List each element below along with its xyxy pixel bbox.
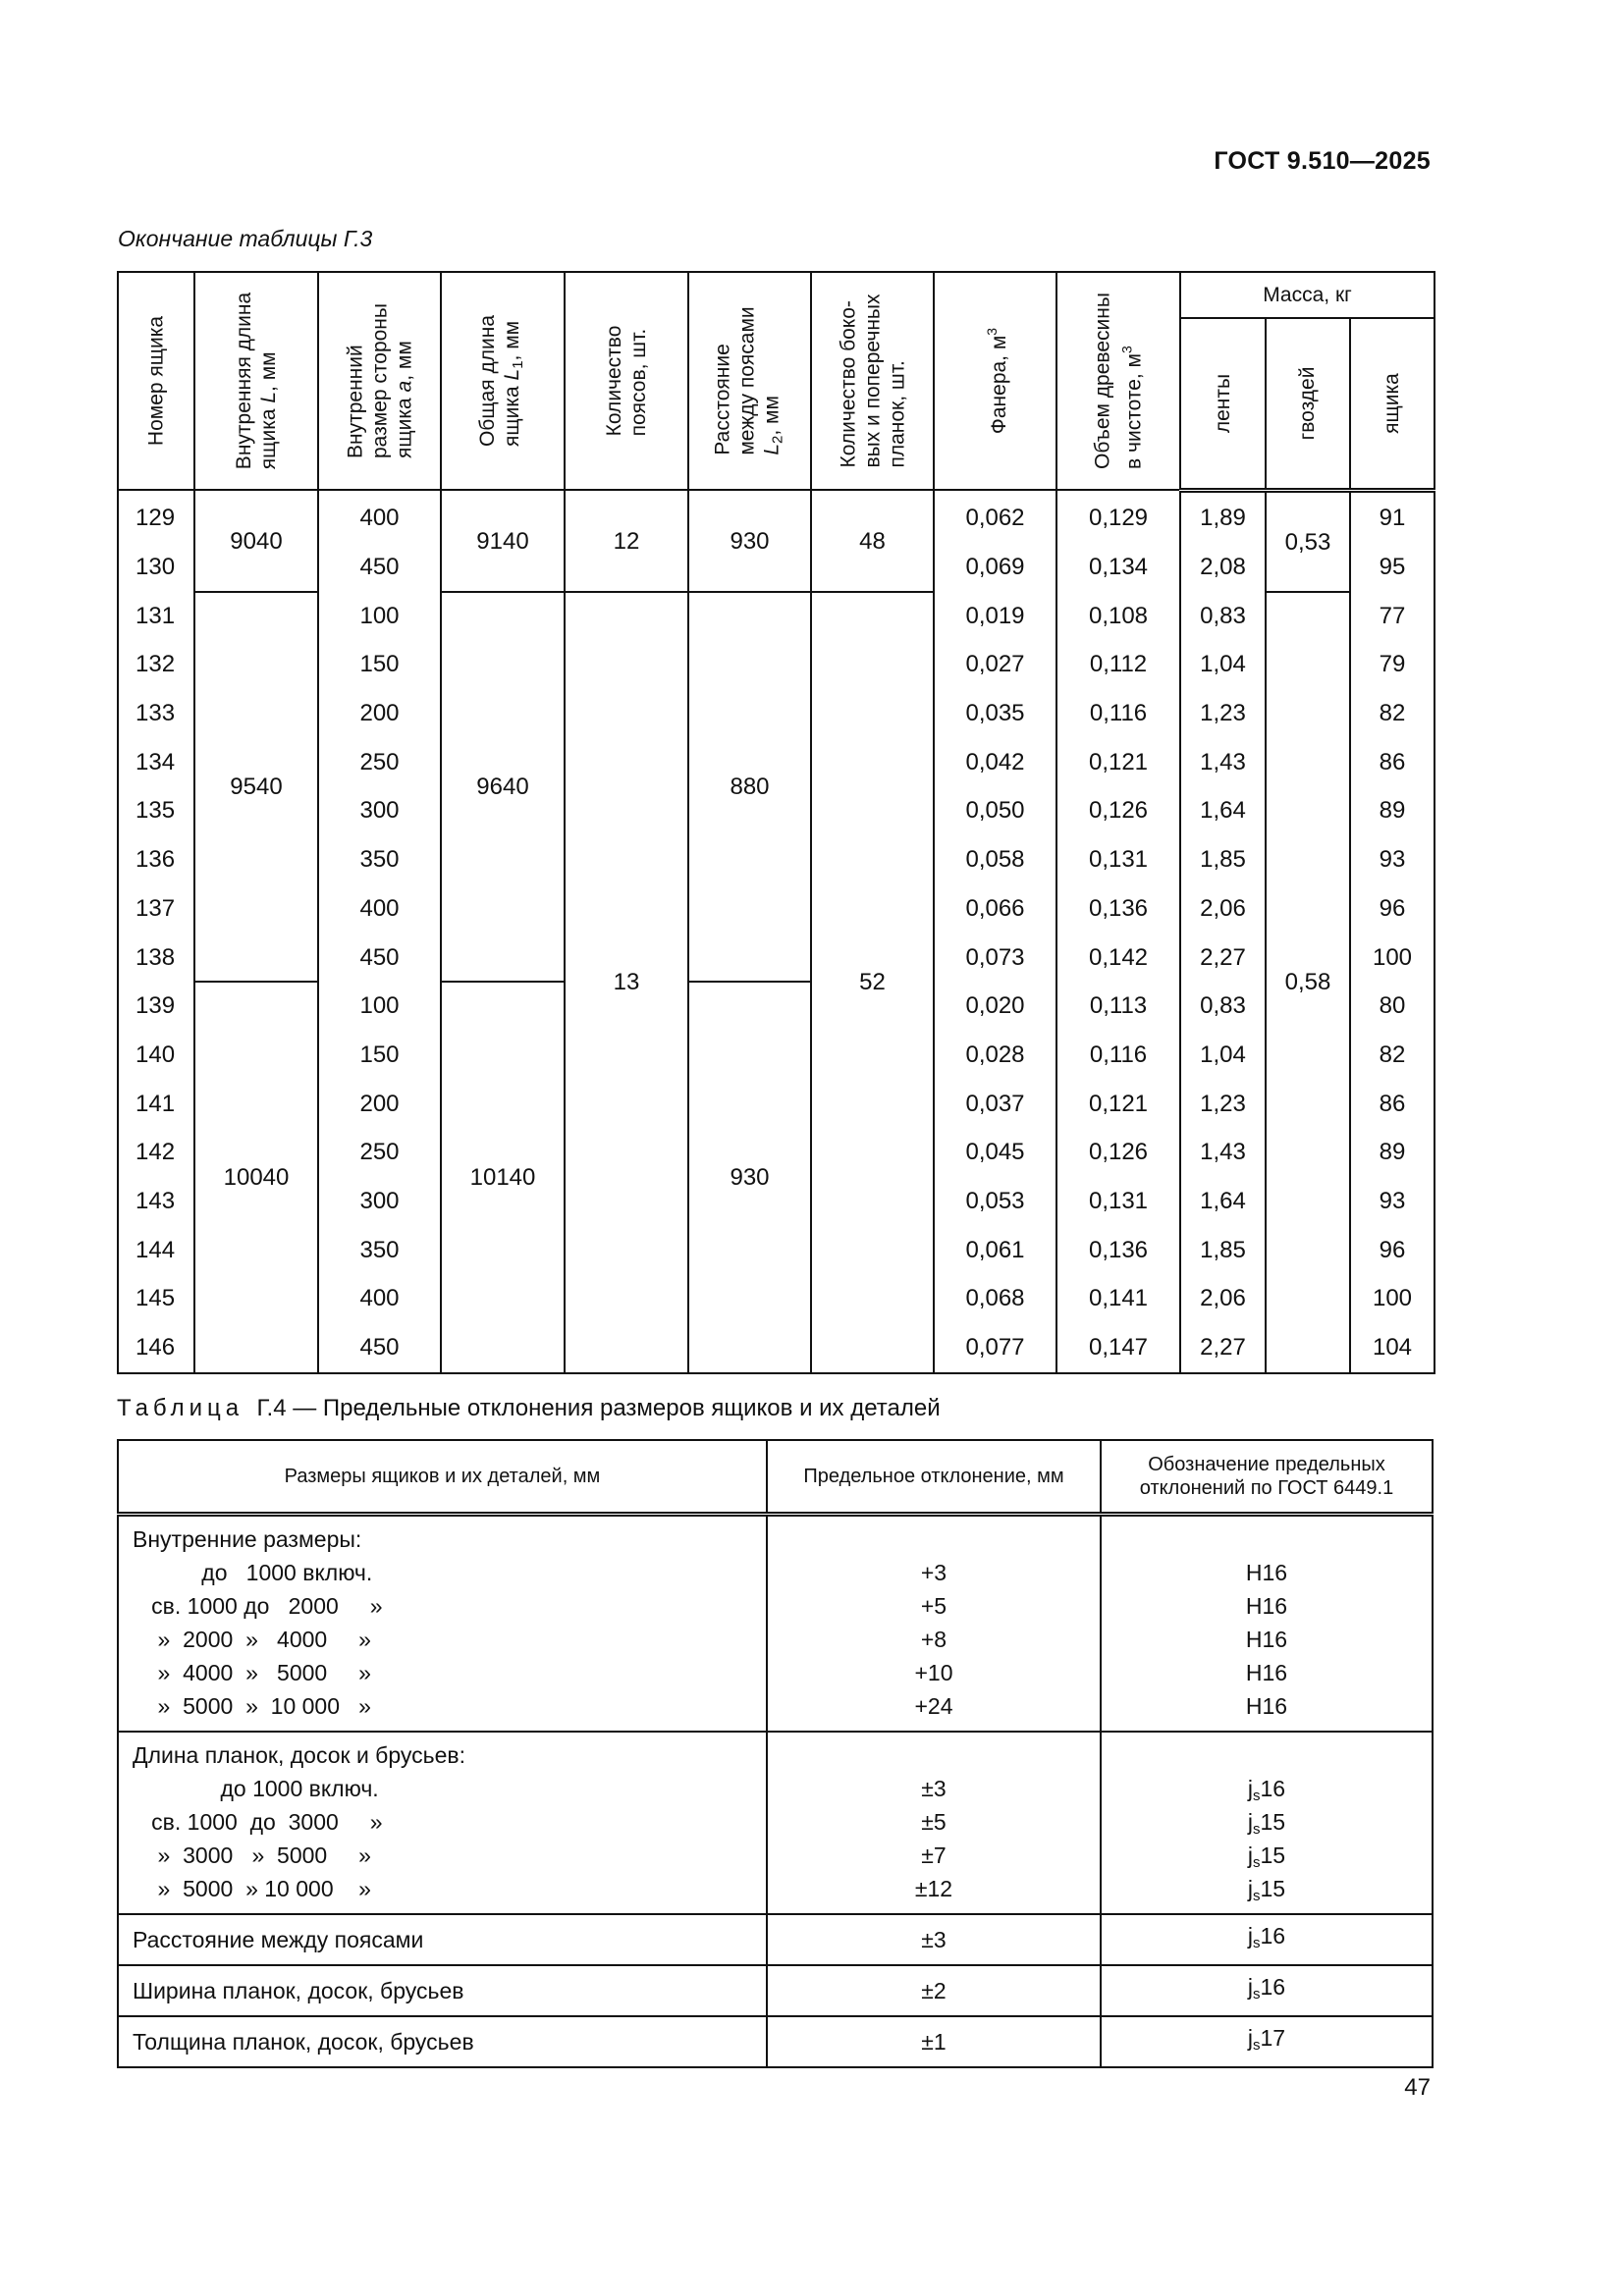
- cell-belt-distance: 930: [688, 982, 811, 1373]
- cell-tape-mass: 1,85: [1180, 835, 1266, 884]
- table-row-lengths: [118, 1732, 1433, 1914]
- deviation-value: +3: [920, 1560, 947, 1585]
- table-g4: [117, 1439, 1434, 2068]
- cell-wood-volume: 0,141: [1056, 1275, 1180, 1324]
- cell-box-number: 137: [118, 884, 194, 934]
- cell-planks-count: 52: [811, 592, 934, 1373]
- cell-tape-mass: 1,64: [1180, 1177, 1266, 1226]
- cell-tape-mass: 1,64: [1180, 787, 1266, 836]
- cell-tape-mass: 1,04: [1180, 641, 1266, 690]
- header-inner-length: Внутренняя длина ящика L, мм: [194, 272, 318, 490]
- cell-inner-side: 150: [318, 1031, 441, 1080]
- cell-box-number: 140: [118, 1031, 194, 1080]
- cell-total-length: 10140: [441, 982, 565, 1373]
- designation-value: $j_s16$: [1247, 1776, 1286, 1804]
- header-total-length: Общая длина ящика $L_1$, мм: [441, 272, 565, 490]
- cell-plywood: 0,028: [934, 1031, 1056, 1080]
- cell-box-mass: 89: [1350, 787, 1435, 836]
- cell-wood-volume: 0,121: [1056, 1080, 1180, 1129]
- header-plywood: Фанера, $м^3$: [934, 272, 1056, 490]
- cell-inner-side: 250: [318, 1128, 441, 1177]
- cell-wood-volume: 0,131: [1056, 835, 1180, 884]
- cell-deviation: ±3: [767, 1914, 1101, 1965]
- cell-tape-mass: 2,06: [1180, 1275, 1266, 1324]
- deviation-value: +8: [920, 1627, 947, 1652]
- cell-inner-side: 350: [318, 1226, 441, 1275]
- header-mass: Масса, кг: [1180, 272, 1435, 318]
- designation-value: H16: [1245, 1593, 1288, 1619]
- cell-designation: $j_s16$: [1101, 1914, 1433, 1965]
- cell-box-number: 133: [118, 689, 194, 738]
- designation-value: $j_s15$: [1247, 1876, 1286, 1904]
- cell-tape-mass: 1,04: [1180, 1031, 1266, 1080]
- cell-box-number: 141: [118, 1080, 194, 1129]
- cell-belt-distance: 880: [688, 592, 811, 983]
- table-g4-caption-text: Г.4 — Предельные отклонения размеров ящиков и их деталей: [256, 1395, 941, 1421]
- cell-box-number: 144: [118, 1226, 194, 1275]
- header-belt-distance: Расстояние между поясами $L_2$, мм: [688, 272, 811, 490]
- deviation-value: +24: [914, 1693, 953, 1719]
- cell-wood-volume: 0,112: [1056, 641, 1180, 690]
- header-tape: ленты: [1180, 318, 1266, 490]
- cell-box-number: 129: [118, 490, 194, 543]
- cell-plywood: 0,058: [934, 835, 1056, 884]
- page-number: 47: [1404, 2074, 1431, 2101]
- cell-belts-count: 13: [565, 592, 688, 1373]
- cell-tape-mass: 1,85: [1180, 1226, 1266, 1275]
- table-row: [118, 490, 1435, 543]
- cell-wood-volume: 0,108: [1056, 592, 1180, 641]
- cell-box-mass: 82: [1350, 689, 1435, 738]
- cell-sizes: [118, 1732, 767, 1914]
- group-title: Внутренние размеры:: [133, 1526, 362, 1552]
- cell-inner-side: 350: [318, 835, 441, 884]
- designation-value: $j_s15$: [1247, 1809, 1286, 1838]
- cell-plywood: 0,062: [934, 490, 1056, 543]
- size-range: » 3000 » 5000 »: [133, 1842, 371, 1868]
- cell-designation: $j_s16$: [1101, 1965, 1433, 2016]
- cell-box-number: 146: [118, 1323, 194, 1373]
- cell-plywood: 0,045: [934, 1128, 1056, 1177]
- cell-plywood: 0,068: [934, 1275, 1056, 1324]
- cell-inner-side: 100: [318, 592, 441, 641]
- designation-value: H16: [1245, 1560, 1288, 1585]
- cell-tape-mass: 0,83: [1180, 982, 1266, 1031]
- cell-inner-side: 400: [318, 884, 441, 934]
- cell-wood-volume: 0,131: [1056, 1177, 1180, 1226]
- cell-sizes: Толщина планок, досок, брусьев: [118, 2016, 767, 2067]
- size-range: » 5000 » 10 000 »: [133, 1876, 371, 1901]
- cell-deviation: [767, 1515, 1101, 1733]
- cell-wood-volume: 0,136: [1056, 1226, 1180, 1275]
- cell-box-mass: 80: [1350, 982, 1435, 1031]
- cell-designation: $j_s17$: [1101, 2016, 1433, 2067]
- cell-deviation: [767, 1732, 1101, 1914]
- size-range: до 1000 включ.: [133, 1560, 373, 1585]
- cell-total-length: 9140: [441, 490, 565, 592]
- deviation-value: +10: [914, 1660, 953, 1685]
- cell-box-number: 131: [118, 592, 194, 641]
- cell-box-mass: 89: [1350, 1128, 1435, 1177]
- deviation-value: ±12: [914, 1876, 953, 1901]
- designation-value: H16: [1245, 1660, 1288, 1685]
- cell-nails-mass: 0,53: [1266, 490, 1350, 592]
- cell-box-mass: 77: [1350, 592, 1435, 641]
- table-row-plank-thickness: [118, 2016, 1433, 2067]
- cell-tape-mass: 2,27: [1180, 934, 1266, 983]
- size-range: до 1000 включ.: [133, 1776, 379, 1801]
- header-box-number: Номер ящика: [118, 272, 194, 490]
- cell-wood-volume: 0,142: [1056, 934, 1180, 983]
- cell-designation: [1101, 1732, 1433, 1914]
- cell-sizes: Ширина планок, досок, брусьев: [118, 1965, 767, 2016]
- cell-wood-volume: 0,134: [1056, 543, 1180, 592]
- cell-tape-mass: 1,43: [1180, 738, 1266, 787]
- cell-box-number: 134: [118, 738, 194, 787]
- size-range: » 5000 » 10 000 »: [133, 1693, 371, 1719]
- cell-tape-mass: 1,89: [1180, 490, 1266, 543]
- cell-inner-side: 150: [318, 641, 441, 690]
- table-g3: [117, 271, 1435, 1374]
- cell-plywood: 0,027: [934, 641, 1056, 690]
- cell-sizes: [118, 1515, 767, 1733]
- cell-box-mass: 79: [1350, 641, 1435, 690]
- cell-wood-volume: 0,136: [1056, 884, 1180, 934]
- designation-value: $j_s15$: [1247, 1842, 1286, 1871]
- deviation-value: ±3: [921, 1776, 947, 1801]
- cell-box-number: 145: [118, 1275, 194, 1324]
- table-row-plank-width: [118, 1965, 1433, 2016]
- cell-total-length: 9640: [441, 592, 565, 983]
- cell-wood-volume: 0,147: [1056, 1323, 1180, 1373]
- cell-box-number: 143: [118, 1177, 194, 1226]
- size-range: св. 1000 до 2000 »: [133, 1593, 383, 1619]
- header-wood-volume: Объем древесины в чистоте, $м^3$: [1056, 272, 1180, 490]
- cell-inner-side: 200: [318, 1080, 441, 1129]
- cell-box-number: 138: [118, 934, 194, 983]
- cell-wood-volume: 0,126: [1056, 1128, 1180, 1177]
- header-inner-side: Внутренний размер стороны ящика а, мм: [318, 272, 441, 490]
- cell-box-mass: 96: [1350, 884, 1435, 934]
- header-box-mass: ящика: [1350, 318, 1435, 490]
- header-sizes: Размеры ящиков и их деталей, мм: [118, 1440, 767, 1515]
- cell-plywood: 0,019: [934, 592, 1056, 641]
- cell-inner-length: 9040: [194, 490, 318, 592]
- cell-box-mass: 93: [1350, 1177, 1435, 1226]
- designation-value: H16: [1245, 1693, 1288, 1719]
- cell-plywood: 0,066: [934, 884, 1056, 934]
- cell-inner-side: 450: [318, 934, 441, 983]
- header-belts-count: Количество поясов, шт.: [565, 272, 688, 490]
- cell-box-mass: 100: [1350, 1275, 1435, 1324]
- cell-inner-side: 400: [318, 1275, 441, 1324]
- cell-tape-mass: 2,27: [1180, 1323, 1266, 1373]
- cell-box-mass: 95: [1350, 543, 1435, 592]
- cell-box-mass: 91: [1350, 490, 1435, 543]
- cell-plywood: 0,042: [934, 738, 1056, 787]
- cell-box-mass: 86: [1350, 738, 1435, 787]
- cell-wood-volume: 0,116: [1056, 689, 1180, 738]
- cell-inner-length: 9540: [194, 592, 318, 983]
- cell-box-mass: 93: [1350, 835, 1435, 884]
- cell-designation: [1101, 1515, 1433, 1733]
- cell-sizes: Расстояние между поясами: [118, 1914, 767, 1965]
- group-title: Длина планок, досок и брусьев:: [133, 1742, 466, 1768]
- cell-tape-mass: 1,23: [1180, 689, 1266, 738]
- cell-planks-count: 48: [811, 490, 934, 592]
- size-range: » 2000 » 4000 »: [133, 1627, 371, 1652]
- cell-plywood: 0,050: [934, 787, 1056, 836]
- cell-deviation: ±2: [767, 1965, 1101, 2016]
- cell-plywood: 0,073: [934, 934, 1056, 983]
- cell-tape-mass: 1,43: [1180, 1128, 1266, 1177]
- cell-wood-volume: 0,126: [1056, 787, 1180, 836]
- deviation-value: ±5: [921, 1809, 947, 1835]
- cell-box-number: 136: [118, 835, 194, 884]
- cell-plywood: 0,020: [934, 982, 1056, 1031]
- size-range: » 4000 » 5000 »: [133, 1660, 371, 1685]
- cell-plywood: 0,069: [934, 543, 1056, 592]
- cell-box-mass: 86: [1350, 1080, 1435, 1129]
- table-g4-caption-label: Таблица: [117, 1395, 244, 1421]
- cell-box-mass: 96: [1350, 1226, 1435, 1275]
- deviation-value: +5: [920, 1593, 947, 1619]
- cell-tape-mass: 0,83: [1180, 592, 1266, 641]
- table-row-belt-distance: [118, 1914, 1433, 1965]
- deviation-value: ±7: [921, 1842, 947, 1868]
- cell-tape-mass: 2,08: [1180, 543, 1266, 592]
- cell-box-mass: 100: [1350, 934, 1435, 983]
- cell-inner-side: 400: [318, 490, 441, 543]
- designation-value: H16: [1245, 1627, 1288, 1652]
- cell-plywood: 0,053: [934, 1177, 1056, 1226]
- cell-deviation: ±1: [767, 2016, 1101, 2067]
- header-planks-count: Количество боко- вых и поперечных планок, шт.: [811, 272, 934, 490]
- cell-plywood: 0,035: [934, 689, 1056, 738]
- cell-inner-side: 450: [318, 543, 441, 592]
- cell-inner-length: 10040: [194, 982, 318, 1373]
- header-nails: гвоздей: [1266, 318, 1350, 490]
- cell-inner-side: 450: [318, 1323, 441, 1373]
- cell-box-number: 139: [118, 982, 194, 1031]
- header-deviation: Предельное отклонение, мм: [767, 1440, 1101, 1515]
- cell-inner-side: 100: [318, 982, 441, 1031]
- cell-box-number: 135: [118, 787, 194, 836]
- size-range: св. 1000 до 3000 »: [133, 1809, 383, 1835]
- cell-box-number: 130: [118, 543, 194, 592]
- cell-box-mass: 82: [1350, 1031, 1435, 1080]
- cell-tape-mass: 2,06: [1180, 884, 1266, 934]
- cell-nails-mass: 0,58: [1266, 592, 1350, 1373]
- table-row: [118, 982, 1435, 1031]
- table-g4-caption: [117, 1395, 941, 1422]
- cell-inner-side: 250: [318, 738, 441, 787]
- cell-inner-side: 200: [318, 689, 441, 738]
- table-g3-caption: Окончание таблицы Г.3: [118, 226, 373, 251]
- cell-belts-count: 12: [565, 490, 688, 592]
- header-designation: Обозначение предельных отклонений по ГОСТ 6449.1: [1101, 1440, 1433, 1515]
- cell-tape-mass: 1,23: [1180, 1080, 1266, 1129]
- cell-inner-side: 300: [318, 787, 441, 836]
- cell-box-number: 142: [118, 1128, 194, 1177]
- cell-wood-volume: 0,116: [1056, 1031, 1180, 1080]
- cell-box-mass: 104: [1350, 1323, 1435, 1373]
- cell-inner-side: 300: [318, 1177, 441, 1226]
- table-row: [118, 592, 1435, 641]
- cell-plywood: 0,077: [934, 1323, 1056, 1373]
- cell-box-number: 132: [118, 641, 194, 690]
- cell-wood-volume: 0,129: [1056, 490, 1180, 543]
- cell-plywood: 0,037: [934, 1080, 1056, 1129]
- cell-wood-volume: 0,121: [1056, 738, 1180, 787]
- cell-belt-distance: 930: [688, 490, 811, 592]
- document-code: ГОСТ 9.510—2025: [1214, 147, 1431, 175]
- cell-wood-volume: 0,113: [1056, 982, 1180, 1031]
- cell-plywood: 0,061: [934, 1226, 1056, 1275]
- table-row-inner-sizes: [118, 1515, 1433, 1733]
